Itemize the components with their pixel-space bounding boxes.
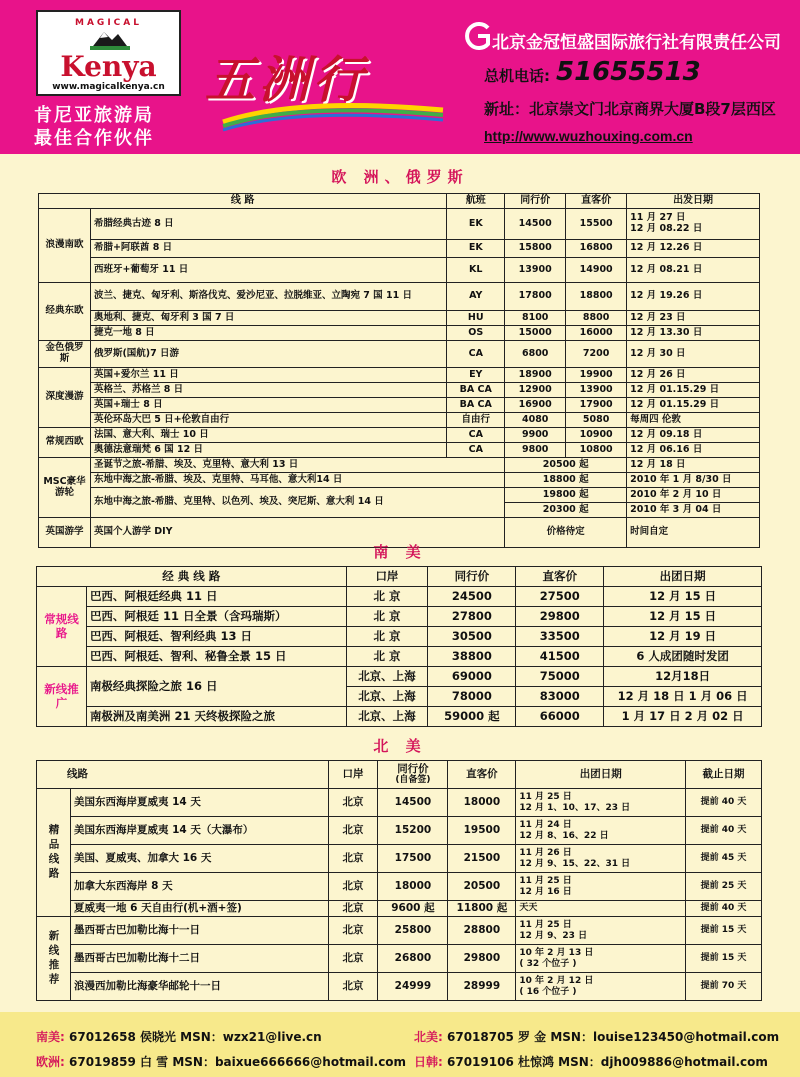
- depart-date: 12 月 18 日: [627, 458, 760, 473]
- peer-price: 25800: [378, 917, 448, 945]
- kenya-logo: [36, 10, 181, 96]
- flight: KL: [447, 258, 505, 283]
- direct-price: 16000: [566, 326, 627, 341]
- peer-price: 15200: [378, 817, 448, 845]
- deadline: 提前 25 天: [686, 873, 762, 901]
- peer-price: 24500: [428, 587, 516, 607]
- direct-price: 7200: [566, 341, 627, 368]
- depart-dates: [516, 789, 686, 817]
- col-peer: [378, 761, 448, 789]
- date-line: 11 月 25 日: [519, 876, 572, 887]
- port: 北 京: [346, 607, 428, 627]
- direct-price: 17900: [566, 398, 627, 413]
- port: 北京、上海: [346, 707, 428, 727]
- route: 加拿大东西海岸 8 天: [70, 873, 328, 901]
- north-america-table: [36, 760, 762, 1001]
- direct-price: 11800 起: [448, 901, 516, 917]
- col-route: 线 路: [39, 194, 447, 209]
- peer-price: 17800: [505, 283, 566, 311]
- contact-south-america: [36, 1028, 322, 1045]
- depart-date: 12 月 01.15.29 日: [627, 398, 760, 413]
- date-line: ( 32 个位子 ): [519, 958, 577, 969]
- depart-date: 12 月 08.21 日: [627, 258, 760, 283]
- col-peer-note: (自备签): [395, 775, 431, 786]
- contact-europe: [36, 1053, 406, 1070]
- cruise-price: 20300 起: [505, 503, 627, 518]
- date-line: 10 年 2 月 12 日: [519, 976, 594, 987]
- route: 法国、意大利、瑞士 10 日: [90, 428, 446, 443]
- col-peer-label: 同行价: [397, 763, 429, 776]
- kenya-url[interactable]: www.magicalkenya.cn: [52, 82, 165, 92]
- direct-price: 5080: [566, 413, 627, 428]
- route: 墨西哥古巴加勒比海十二日: [70, 945, 328, 973]
- depart-date: 时间自定: [627, 518, 760, 548]
- col-peer: 同行价: [428, 567, 516, 587]
- header-banner: [0, 0, 800, 154]
- route: 波兰、捷克、匈牙利、斯洛伐克、爱沙尼亚、拉脱维亚、立陶宛 7 国 11 日: [90, 283, 446, 311]
- date-line: 11 月 26 日: [519, 848, 572, 859]
- depart-date: 1 月 17 日 2 月 02 日: [604, 707, 762, 727]
- direct-price: 28999: [448, 973, 516, 1001]
- depart-date: 12 月 30 日: [627, 341, 760, 368]
- depart-dates: [516, 817, 686, 845]
- kenya-magical-text: MAGICAL: [75, 18, 142, 28]
- route: 捷克一地 8 日: [90, 326, 446, 341]
- col-peer: 同行价: [505, 194, 566, 209]
- depart-dates: [516, 945, 686, 973]
- date-line: 12 月 9、23 日: [519, 930, 588, 941]
- group-label: 金色俄罗斯: [39, 341, 91, 368]
- depart-date: 12 月 18 日 1 月 06 日: [604, 687, 762, 707]
- peer-price: 16900: [505, 398, 566, 413]
- contact-text[interactable]: 67019106 杜惊鸿 MSN：djh009886@hotmail.com: [447, 1055, 768, 1069]
- peer-price: 59000 起: [428, 707, 516, 727]
- depart-date: 12月18日: [604, 667, 762, 687]
- col-date: 出团日期: [604, 567, 762, 587]
- port: 北京: [328, 873, 378, 901]
- mountain-icon: [90, 28, 130, 50]
- group-label: 常规西欧: [39, 428, 91, 458]
- peer-price: 14500: [378, 789, 448, 817]
- peer-price: 78000: [428, 687, 516, 707]
- peer-price: 15800: [505, 240, 566, 258]
- kenya-name: Kenya: [60, 50, 157, 83]
- depart-dates: [516, 901, 686, 917]
- deadline: 提前 40 天: [686, 817, 762, 845]
- direct-price: 28800: [448, 917, 516, 945]
- depart-dates: [516, 973, 686, 1001]
- col-port: 口岸: [346, 567, 428, 587]
- direct-price: 27500: [516, 587, 604, 607]
- phone-label: 总机电话:: [484, 67, 550, 85]
- date-line: 11 月 25 日: [519, 792, 572, 803]
- address: 新址：北京崇文门北京商界大厦B段7层西区: [484, 100, 776, 118]
- direct-price: 19500: [448, 817, 516, 845]
- contact-footer: [0, 1012, 800, 1077]
- col-deadline: 截止日期: [686, 761, 762, 789]
- route: 夏威夷一地 6 天自由行(机+酒+签): [70, 901, 328, 917]
- group-label: MSC豪华游轮: [39, 458, 91, 518]
- flight: BA CA: [447, 398, 505, 413]
- south-america-table: [36, 566, 762, 727]
- date-line: 天天: [519, 903, 538, 914]
- flight: CA: [447, 443, 505, 458]
- deadline: 提前 45 天: [686, 845, 762, 873]
- group-label: 经典东欧: [39, 283, 91, 341]
- direct-price: 66000: [516, 707, 604, 727]
- port: 北 京: [346, 627, 428, 647]
- route: 巴西、阿根廷、智利、秘鲁全景 15 日: [86, 647, 346, 667]
- port: 北京: [328, 901, 378, 917]
- date-line: 12 月 1、10、17、23 日: [519, 802, 631, 813]
- brand-logo: 五洲行: [205, 50, 367, 109]
- route: 美国、夏威夷、加拿大 16 天: [70, 845, 328, 873]
- depart-date: 每周四 伦敦: [627, 413, 760, 428]
- date-line: 11 月 24 日: [519, 820, 572, 831]
- deadline: 提前 40 天: [686, 789, 762, 817]
- contact-japan-korea: [414, 1053, 768, 1070]
- port: 北 京: [346, 647, 428, 667]
- direct-price: 21500: [448, 845, 516, 873]
- depart-date: 12 月 01.15.29 日: [627, 383, 760, 398]
- peer-price: 24999: [378, 973, 448, 1001]
- contact-text[interactable]: 67012658 侯晓光 MSN：wzx21@live.cn: [69, 1030, 322, 1044]
- port: 北京、上海: [346, 687, 428, 707]
- direct-price: 18000: [448, 789, 516, 817]
- direct-price: 8800: [566, 311, 627, 326]
- route: 浪漫西加勒比海豪华邮轮十一日: [70, 973, 328, 1001]
- port: 北京: [328, 817, 378, 845]
- date-line: 12 月 8、16、22 日: [519, 830, 609, 841]
- peer-price: 14500: [505, 209, 566, 240]
- contact-region: 南美:: [36, 1030, 65, 1044]
- col-route: 经 典 线 路: [37, 567, 347, 587]
- depart-date: 12 月 26 日: [627, 368, 760, 383]
- tagline-2: 最佳合作伙伴: [34, 128, 154, 149]
- col-route: 线路: [37, 761, 329, 789]
- peer-price: 30500: [428, 627, 516, 647]
- route: 圣诞节之旅-希腊、埃及、克里特、意大利 13 日: [90, 458, 504, 473]
- route: 西班牙+葡萄牙 11 日: [90, 258, 446, 283]
- port: 北京: [328, 789, 378, 817]
- north-america-section-title: 北 美: [373, 737, 427, 755]
- peer-price: 15000: [505, 326, 566, 341]
- port: 北京: [328, 973, 378, 1001]
- direct-price: 19900: [566, 368, 627, 383]
- south-america-section-title: 南 美: [373, 543, 427, 561]
- route: 英伦环岛大巴 5 日+伦敦自由行: [90, 413, 446, 428]
- cruise-price: 20500 起: [505, 458, 627, 473]
- col-port: 口岸: [328, 761, 378, 789]
- peer-price: 9800: [505, 443, 566, 458]
- group-label: 英国游学: [39, 518, 91, 548]
- route: 英国+瑞士 8 日: [90, 398, 446, 413]
- depart-dates: [516, 917, 686, 945]
- depart-date: 11 月 27 日 12 月 08.22 日: [627, 209, 760, 240]
- port: 北京: [328, 945, 378, 973]
- date-line: ( 16 个位子 ): [519, 986, 577, 997]
- company-name: 北京金冠恒盛国际旅行社有限责任公司: [492, 33, 781, 53]
- col-direct: 直客价: [566, 194, 627, 209]
- phone-number: 51655513: [556, 57, 701, 87]
- group-label: 精品线路: [37, 789, 71, 917]
- depart-date: 2010 年 1 月 8/30 日: [627, 473, 760, 488]
- peer-price: 69000: [428, 667, 516, 687]
- contact-north-america: [414, 1028, 779, 1045]
- route: 东地中海之旅-希腊、埃及、克里特、马耳他、意大利14 日: [90, 473, 504, 488]
- direct-price: 10800: [566, 443, 627, 458]
- direct-price: 83000: [516, 687, 604, 707]
- depart-dates: [516, 873, 686, 901]
- route: 美国东西海岸夏威夷 14 天: [70, 789, 328, 817]
- depart-date: 2010 年 2 月 10 日: [627, 488, 760, 503]
- peer-price: 13900: [505, 258, 566, 283]
- peer-price: 4080: [505, 413, 566, 428]
- direct-price: 15500: [566, 209, 627, 240]
- direct-price: 14900: [566, 258, 627, 283]
- flight: BA CA: [447, 383, 505, 398]
- col-flight: 航班: [447, 194, 505, 209]
- route: 东地中海之旅-希腊、克里特、以色列、埃及、突尼斯、意大利 14 日: [90, 488, 504, 518]
- depart-date: 12 月 23 日: [627, 311, 760, 326]
- direct-price: 33500: [516, 627, 604, 647]
- route: 南极洲及南美洲 21 天终极探险之旅: [86, 707, 346, 727]
- depart-date: 12 月 13.30 日: [627, 326, 760, 341]
- port: 北京: [328, 917, 378, 945]
- port: 北京: [328, 845, 378, 873]
- direct-price: 29800: [516, 607, 604, 627]
- route: 英国个人游学 DIY: [90, 518, 504, 548]
- rainbow-swoosh-icon: [218, 92, 448, 132]
- contact-region: 欧洲:: [36, 1055, 65, 1069]
- route: 美国东西海岸夏威夷 14 天（大瀑布）: [70, 817, 328, 845]
- flight: HU: [447, 311, 505, 326]
- direct-price: 20500: [448, 873, 516, 901]
- flight: CA: [447, 341, 505, 368]
- direct-price: 16800: [566, 240, 627, 258]
- date-line: 11 月 25 日: [519, 920, 572, 931]
- company-logo-icon: [460, 22, 494, 50]
- route: 希腊+阿联酋 8 日: [90, 240, 446, 258]
- depart-date: 12 月 15 日: [604, 587, 762, 607]
- group-label: 新线推荐: [37, 917, 71, 1001]
- flight: EK: [447, 240, 505, 258]
- peer-price: 18000: [378, 873, 448, 901]
- direct-price: 13900: [566, 383, 627, 398]
- route: 巴西、阿根廷 11 日全景（含玛瑞斯）: [86, 607, 346, 627]
- peer-price: 18900: [505, 368, 566, 383]
- route: 奥地利、捷克、匈牙利 3 国 7 日: [90, 311, 446, 326]
- peer-price: 9600 起: [378, 901, 448, 917]
- flight: EK: [447, 209, 505, 240]
- deadline: 提前 15 天: [686, 945, 762, 973]
- depart-date: 12 月 19.26 日: [627, 283, 760, 311]
- deadline: 提前 40 天: [686, 901, 762, 917]
- depart-date: 12 月 09.18 日: [627, 428, 760, 443]
- peer-price: 27800: [428, 607, 516, 627]
- deadline: 提前 15 天: [686, 917, 762, 945]
- peer-price: 26800: [378, 945, 448, 973]
- direct-price: 29800: [448, 945, 516, 973]
- depart-date: 6 人成团随时发团: [604, 647, 762, 667]
- port: 北 京: [346, 587, 428, 607]
- group-label: 深度漫游: [39, 368, 91, 428]
- group-label: 新线推广: [37, 667, 87, 727]
- cruise-price: 19800 起: [505, 488, 627, 503]
- route: 奥德法意瑞梵 6 国 12 日: [90, 443, 446, 458]
- route: 墨西哥古巴加勒比海十一日: [70, 917, 328, 945]
- flight: 自由行: [447, 413, 505, 428]
- peer-price: 8100: [505, 311, 566, 326]
- route: 希腊经典古迹 8 日: [90, 209, 446, 240]
- flight: EY: [447, 368, 505, 383]
- depart-date: 12 月 12.26 日: [627, 240, 760, 258]
- cruise-price: 18800 起: [505, 473, 627, 488]
- col-date: 出发日期: [627, 194, 760, 209]
- depart-date: 12 月 06.16 日: [627, 443, 760, 458]
- col-direct: 直客价: [516, 567, 604, 587]
- deadline: 提前 70 天: [686, 973, 762, 1001]
- flight: CA: [447, 428, 505, 443]
- route: 英格兰、苏格兰 8 日: [90, 383, 446, 398]
- direct-price: 41500: [516, 647, 604, 667]
- group-label: 浪漫南欧: [39, 209, 91, 283]
- date-line: 10 年 2 月 13 日: [519, 948, 594, 959]
- peer-price: 6800: [505, 341, 566, 368]
- direct-price: 18800: [566, 283, 627, 311]
- depart-date: 2010 年 3 月 04 日: [627, 503, 760, 518]
- port: 北京、上海: [346, 667, 428, 687]
- depart-date: 12 月 19 日: [604, 627, 762, 647]
- contact-region: 北美:: [414, 1030, 443, 1044]
- price-tbd: 价格待定: [505, 518, 627, 548]
- date-line: 12 月 9、15、22、31 日: [519, 858, 631, 869]
- flight: AY: [447, 283, 505, 311]
- flight: OS: [447, 326, 505, 341]
- depart-date: 12 月 15 日: [604, 607, 762, 627]
- route: 巴西、阿根廷、智利经典 13 日: [86, 627, 346, 647]
- website-link[interactable]: http://www.wuzhouxing.com.cn: [484, 128, 693, 144]
- direct-price: 75000: [516, 667, 604, 687]
- peer-price: 38800: [428, 647, 516, 667]
- contact-text[interactable]: 67018705 罗 金 MSN：louise123450@hotmail.com: [447, 1030, 780, 1044]
- peer-price: 9900: [505, 428, 566, 443]
- europe-table: [38, 193, 760, 548]
- europe-section-title: 欧 洲、俄罗斯: [331, 168, 469, 186]
- tagline-1: 肯尼亚旅游局: [34, 105, 154, 126]
- contact-text[interactable]: 67019859 白 雪 MSN：baixue666666@hotmail.com: [69, 1055, 407, 1069]
- route: 南极经典探险之旅 16 日: [86, 667, 346, 707]
- depart-dates: [516, 845, 686, 873]
- peer-price: 12900: [505, 383, 566, 398]
- direct-price: 10900: [566, 428, 627, 443]
- col-direct: 直客价: [448, 761, 516, 789]
- date-line: 12 月 16 日: [519, 886, 572, 897]
- peer-price: 17500: [378, 845, 448, 873]
- route: 巴西、阿根廷经典 11 日: [86, 587, 346, 607]
- group-label: 常规线路: [37, 587, 87, 667]
- route: 英国+爱尔兰 11 日: [90, 368, 446, 383]
- col-date: 出团日期: [516, 761, 686, 789]
- contact-region: 日韩:: [414, 1055, 443, 1069]
- route: 俄罗斯(国航)7 日游: [90, 341, 446, 368]
